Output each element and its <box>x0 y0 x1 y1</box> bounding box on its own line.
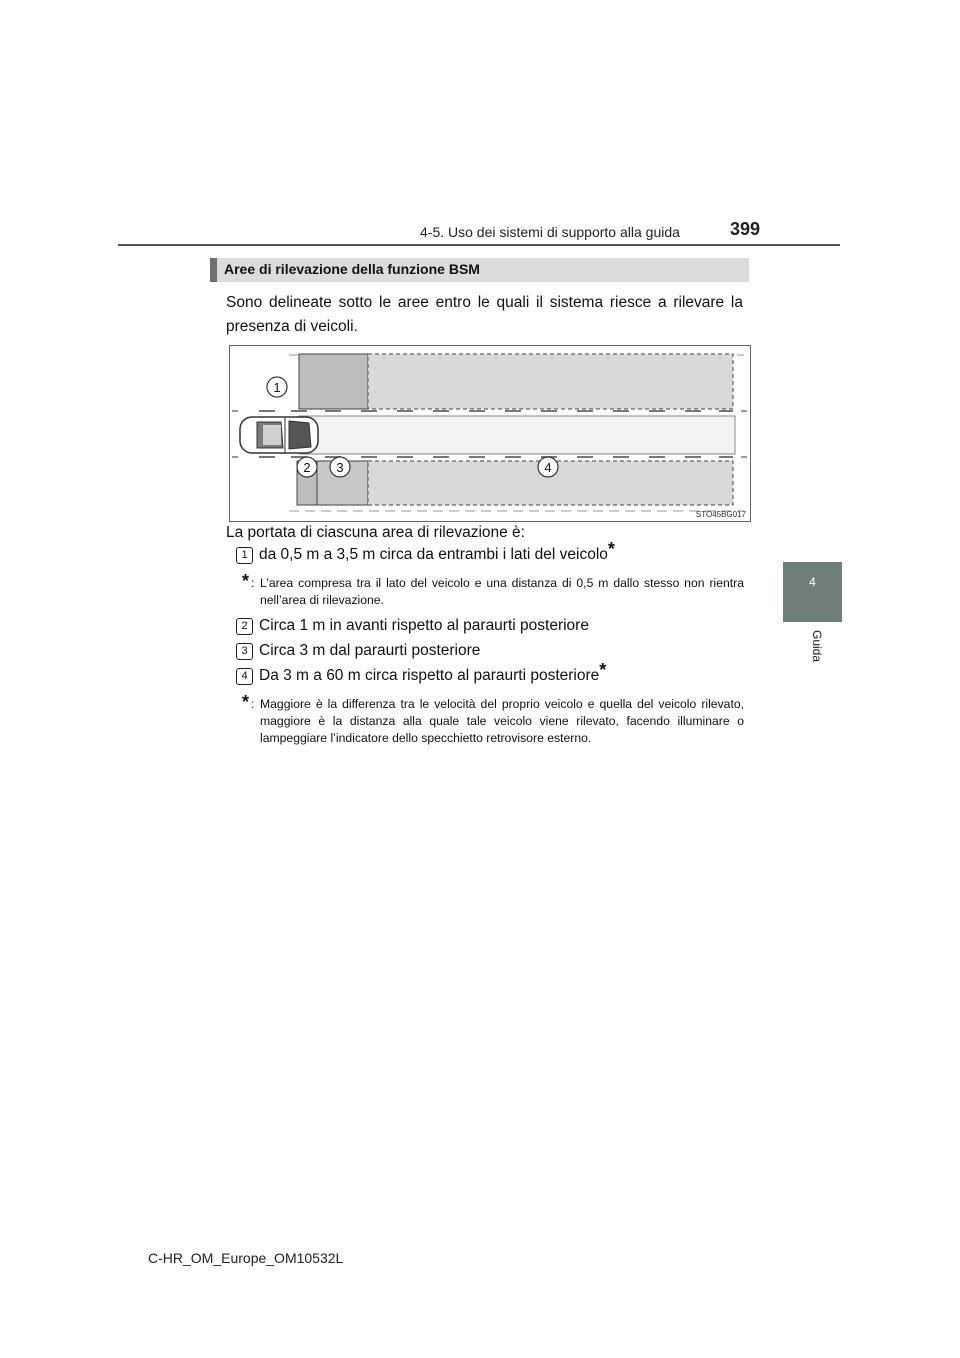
range-item-1-star: * <box>607 539 615 559</box>
header-section-title: 4-5. Uso dei sistemi di supporto alla guida <box>420 224 680 240</box>
own-lane <box>299 416 735 454</box>
section-heading <box>210 258 749 282</box>
footnote-2-text: Maggiore è la differenza tra le velocità del proprio veicolo e quella del veicolo rilevato, maggiore è la distanza alla quale tale veicolo viene rilevato, facendo illuminare o lampeggiare l’indicatore dello specchietto retrovisore esterno. <box>260 697 744 745</box>
range-item-4 <box>236 660 607 689</box>
range-item-4-badge: 4 <box>236 668 253 685</box>
range-intro: La portata di ciascuna area di rilevazione è: <box>226 524 525 541</box>
range-item-3 <box>236 642 480 664</box>
callout-4-label: 4 <box>544 460 552 475</box>
range-item-1-text: da 0,5 m a 3,5 m circa da entrambi i lati del veicolo <box>259 546 608 563</box>
callout-2-label: 2 <box>303 460 311 475</box>
range-item-4-text: Da 3 m a 60 m circa rispetto al paraurti posteriore <box>259 667 600 684</box>
range-item-3-badge: 3 <box>236 643 253 660</box>
callout-1-label: 1 <box>273 380 281 395</box>
footnote-1-text: L’area compresa tra il lato del veicolo e una distanza di 0,5 m dallo stesso non rientra nell’area di rilevazione. <box>260 576 744 607</box>
footnote-1-colon: : <box>251 576 255 590</box>
callout-3-label: 3 <box>336 460 344 475</box>
range-item-3-text: Circa 3 m dal paraurti posteriore <box>259 642 481 659</box>
chapter-number: 4 <box>809 575 816 589</box>
intro-paragraph: Sono delineate sotto le aree entro le quali il sistema riesce a rilevare la presenza di veicoli. <box>226 294 743 335</box>
range-item-1 <box>236 539 615 568</box>
section-heading-accent <box>210 258 217 282</box>
diagram-code: STO45BG017 <box>695 510 746 519</box>
footer-document-id: C-HR_OM_Europe_OM10532L <box>148 1250 344 1266</box>
range-item-4-star: * <box>599 660 607 680</box>
footnote-2 <box>242 692 744 747</box>
chapter-label: Guida <box>810 630 824 663</box>
footnote-2-star: * <box>242 692 250 712</box>
page-number: 399 <box>730 219 761 239</box>
section-heading-text: Aree di rilevazione della funzione BSM <box>224 261 480 277</box>
range-item-2-badge: 2 <box>236 618 253 635</box>
bsm-detection-diagram <box>229 345 751 522</box>
footnote-1-star: * <box>242 571 250 591</box>
chapter-tab <box>783 562 842 622</box>
range-item-1-badge: 1 <box>236 547 253 564</box>
range-item-2-text: Circa 1 m in avanti rispetto al paraurti posteriore <box>259 617 589 634</box>
footnote-2-colon: : <box>251 697 255 711</box>
range-item-2 <box>236 617 589 639</box>
header-divider <box>118 244 840 246</box>
footnote-1 <box>242 571 744 609</box>
car-icon <box>240 417 318 453</box>
zone-left-far <box>368 354 733 409</box>
zone-left-near <box>299 354 368 409</box>
